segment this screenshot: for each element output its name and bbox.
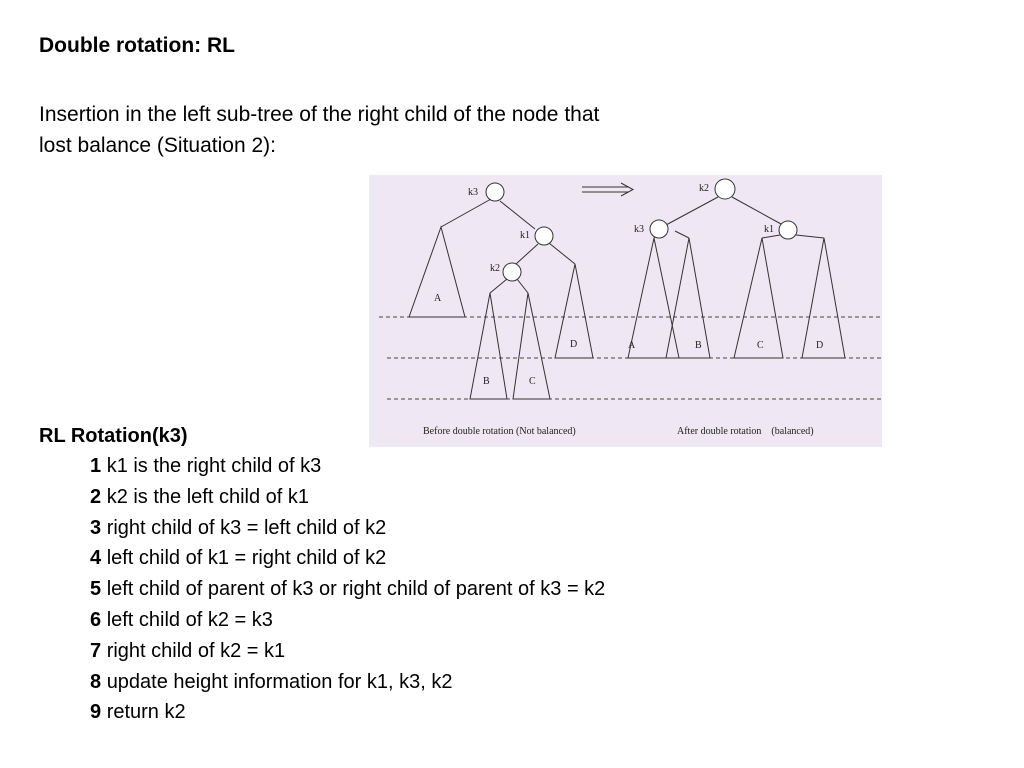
step-text: left child of k2 = k3 bbox=[106, 608, 273, 631]
before-node-k3 bbox=[486, 183, 504, 201]
step-number: 2 bbox=[90, 485, 102, 508]
step-item bbox=[90, 605, 605, 636]
before-label-k1: k1 bbox=[520, 230, 530, 241]
step-item bbox=[90, 543, 605, 574]
step-text: k1 is the right child of k3 bbox=[106, 455, 322, 477]
step-number: 4 bbox=[90, 547, 102, 570]
step-item bbox=[90, 697, 605, 728]
step-item bbox=[90, 482, 605, 513]
step-number: 5 bbox=[90, 578, 102, 601]
algorithm-title: RL Rotation(k3) bbox=[39, 425, 188, 447]
before-tree bbox=[409, 183, 593, 399]
before-caption: Before double rotation (Not balanced) bbox=[423, 426, 576, 437]
after-node-k3 bbox=[650, 220, 668, 238]
step-number: 3 bbox=[90, 516, 102, 539]
step-number: 6 bbox=[90, 608, 102, 631]
before-node-k2 bbox=[503, 263, 521, 281]
after-subtree-d bbox=[802, 238, 845, 358]
transform-arrow-icon bbox=[582, 183, 633, 196]
step-text: return k2 bbox=[106, 701, 186, 724]
step-text: right child of k3 = left child of k2 bbox=[106, 516, 387, 539]
after-caption: After double rotation (balanced) bbox=[677, 426, 814, 437]
intro-line-1: Insertion in the left sub-tree of the right child of the node that bbox=[39, 103, 600, 126]
intro-text bbox=[39, 99, 839, 161]
after-tree bbox=[628, 179, 845, 358]
rotation-diagram bbox=[369, 175, 882, 447]
after-label-k2: k2 bbox=[699, 183, 709, 194]
before-node-k1 bbox=[535, 227, 553, 245]
after-label-b: B bbox=[695, 340, 702, 351]
step-item bbox=[90, 451, 605, 482]
step-number: 1 bbox=[90, 455, 102, 477]
step-number: 7 bbox=[90, 639, 102, 662]
after-subtree-a bbox=[628, 238, 679, 358]
step-item bbox=[90, 513, 605, 544]
after-label-c: C bbox=[757, 340, 764, 351]
after-label-a: A bbox=[628, 340, 636, 351]
after-node-k1 bbox=[779, 221, 797, 239]
after-node-k2 bbox=[715, 179, 735, 199]
before-label-a: A bbox=[434, 293, 442, 304]
step-item bbox=[90, 574, 605, 605]
after-label-k1: k1 bbox=[764, 224, 774, 235]
before-label-c: C bbox=[529, 376, 536, 387]
step-text: left child of parent of k3 or right child of parent of k3 = k2 bbox=[106, 578, 606, 601]
step-text: left child of k1 = right child of k2 bbox=[106, 547, 387, 570]
intro-line-2: lost balance (Situation 2): bbox=[39, 134, 276, 157]
after-subtree-b bbox=[666, 238, 710, 358]
before-label-d: D bbox=[570, 339, 578, 350]
algorithm-steps bbox=[90, 451, 605, 728]
step-number: 9 bbox=[90, 701, 102, 724]
step-item bbox=[90, 667, 605, 698]
step-text: update height information for k1, k3, k2 bbox=[106, 670, 453, 693]
step-text: right child of k2 = k1 bbox=[106, 639, 286, 662]
before-label-b: B bbox=[483, 376, 490, 387]
before-label-k3: k3 bbox=[468, 187, 478, 198]
after-label-k3: k3 bbox=[634, 224, 644, 235]
step-text: k2 is the left child of k1 bbox=[106, 485, 310, 508]
step-item bbox=[90, 636, 605, 667]
before-label-k2: k2 bbox=[490, 263, 500, 274]
after-label-d: D bbox=[816, 340, 824, 351]
step-number: 8 bbox=[90, 670, 102, 693]
slide-title: Double rotation: RL bbox=[39, 34, 235, 57]
